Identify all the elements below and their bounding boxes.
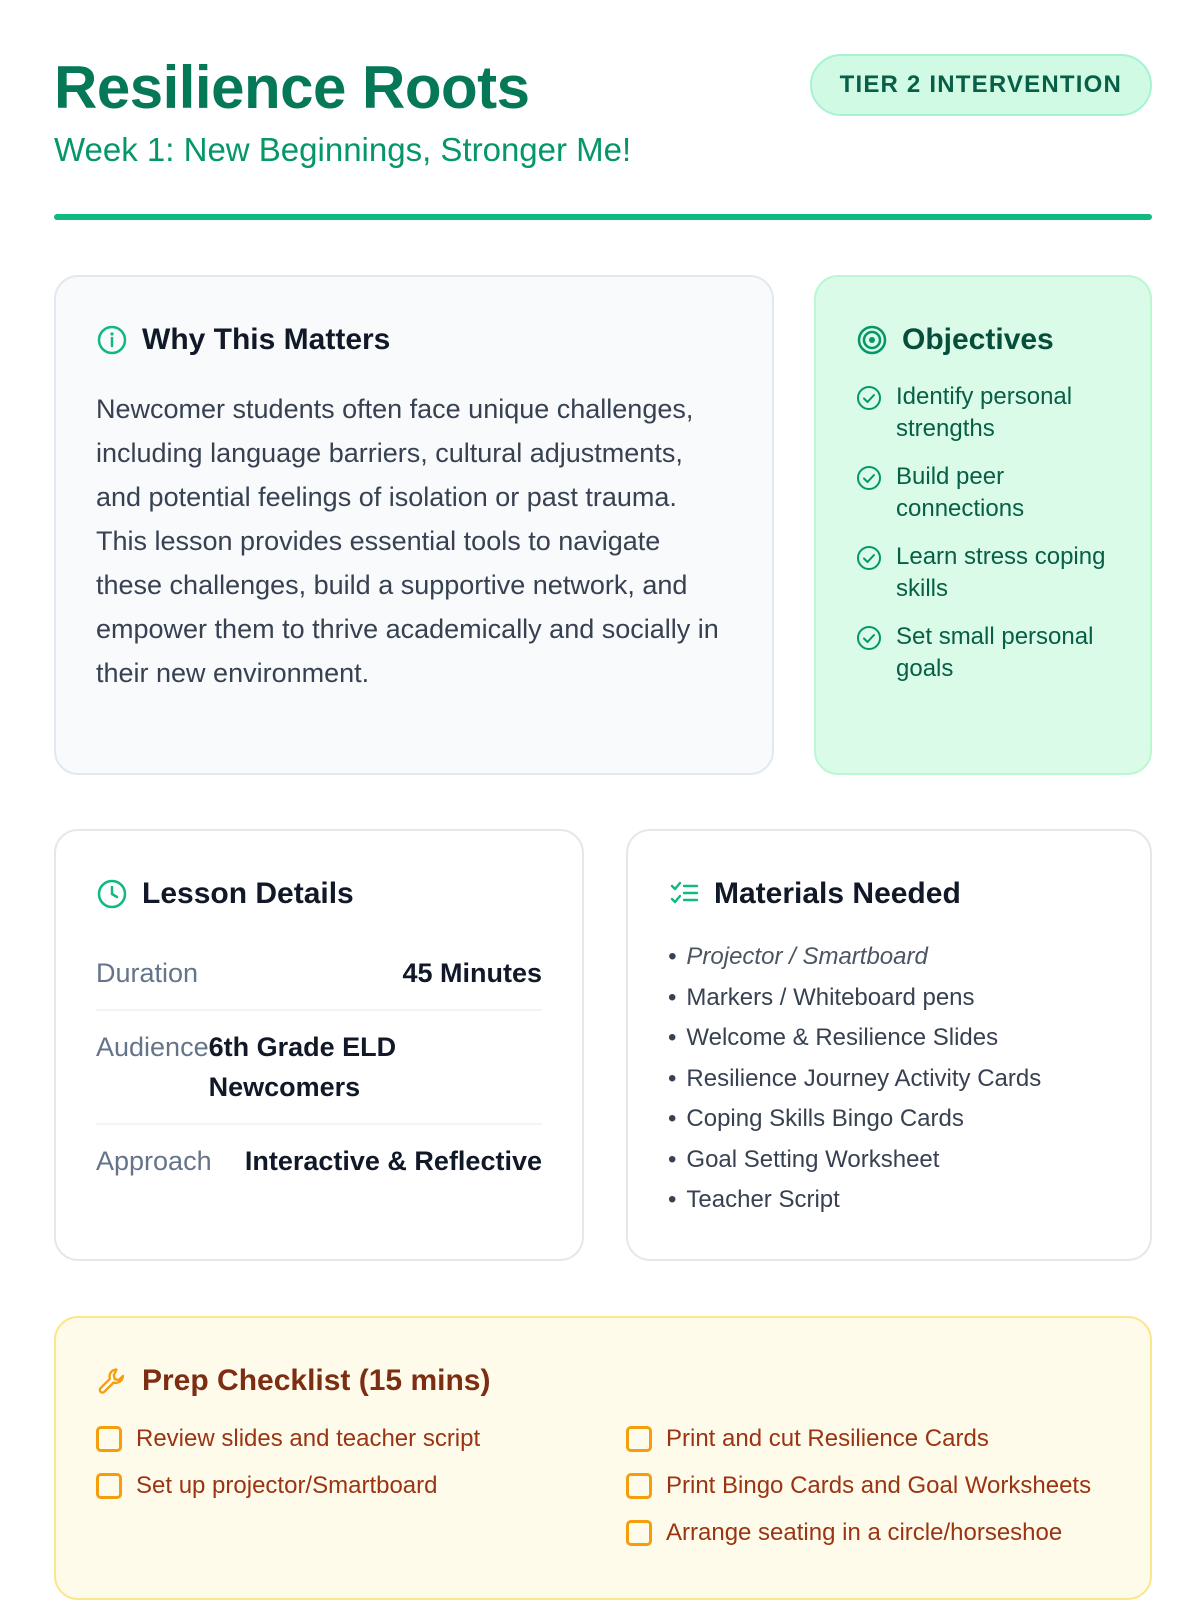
objective-text: Learn stress coping skills [896,543,1106,602]
tier-badge: TIER 2 INTERVENTION [810,54,1152,116]
prep-item-label: Arrange seating in a circle/horseshoe [666,1519,1063,1546]
why-this-matters-card [54,275,774,775]
material-text: Teacher Script [686,1186,840,1213]
material-item: • Goal Setting Worksheet [668,1140,1110,1181]
prep-column-left [96,1424,626,1565]
page-title: Resilience Roots [54,54,530,121]
material-item: • Markers / Whiteboard pens [668,978,1110,1019]
wrench-icon [96,1365,128,1397]
why-heading-row [96,323,732,357]
material-item: • Resilience Journey Activity Cards [668,1059,1110,1100]
objective-item [856,461,1110,525]
material-text: Welcome & Resilience Slides [686,1024,999,1051]
detail-value: 6th Grade ELD Newcomers [208,1032,397,1102]
prep-item-label: Print Bingo Cards and Goal Worksheets [666,1472,1092,1499]
objectives-heading-row [856,323,1110,357]
material-text: Resilience Journey Activity Cards [686,1064,1042,1092]
materials-card [626,829,1152,1261]
prep-item[interactable] [96,1424,626,1454]
checkbox[interactable] [626,1426,652,1452]
prep-item[interactable] [626,1424,1091,1454]
material-text: Markers / Whiteboard pens [686,983,975,1011]
detail-value: 45 Minutes [402,958,542,988]
detail-row-approach [96,1125,542,1197]
objective-item [856,541,1110,605]
prep-heading: Prep Checklist (15 mins) [142,1364,491,1397]
material-item: • Coping Skills Bingo Cards [668,1099,1110,1140]
prep-item[interactable] [96,1471,626,1501]
detail-label: Audience [96,1032,209,1062]
check-circle-icon [856,545,882,571]
detail-label: Duration [96,958,199,988]
detail-label: Approach [96,1146,212,1176]
detail-value: Interactive & Reflective [244,1146,542,1176]
prep-item-label: Review slides and teacher script [136,1425,481,1452]
checkbox[interactable] [626,1473,652,1499]
prep-item[interactable] [626,1518,1091,1548]
objective-text: Identify personal strengths [896,383,1073,442]
material-text: Projector / Smartboard [686,943,928,970]
page-header [54,52,1152,222]
details-heading: Lesson Details [142,877,354,910]
header-divider [54,214,1152,220]
prep-checklist-card [54,1316,1152,1600]
objective-text: Set small personal goals [896,623,1094,682]
check-circle-icon [856,625,882,651]
lesson-details-card [54,829,584,1261]
checkbox[interactable] [96,1426,122,1452]
check-circle-icon [856,385,882,411]
objectives-heading: Objectives [902,323,1054,356]
why-body-text: Newcomer students often face unique challenges, including language barriers, cultural adjustments, and potential feelings of isolation or past trauma. This lesson provides essential tools to navigate these challenges, build a supportive network, and empower them to thrive academically and socially in their new environment. [96,394,719,688]
prep-item-label: Print and cut Resilience Cards [666,1425,989,1452]
material-item: • Teacher Script [668,1180,1110,1221]
details-rows [96,937,542,1197]
check-circle-icon [856,465,882,491]
materials-heading-row [668,877,1110,911]
material-text: Coping Skills Bingo Cards [686,1105,964,1132]
clock-icon [96,878,128,910]
materials-heading: Materials Needed [714,877,961,910]
prep-heading-row [96,1364,1110,1398]
details-heading-row [96,877,542,911]
prep-columns [96,1424,1110,1565]
detail-row-duration [96,937,542,1011]
prep-column-right [626,1424,1091,1565]
why-heading: Why This Matters [142,323,391,356]
material-item: • Welcome & Resilience Slides [668,1018,1110,1059]
detail-row-audience [96,1011,542,1125]
objectives-list [856,381,1110,685]
checkbox[interactable] [96,1473,122,1499]
target-icon [856,324,888,356]
prep-item-label: Set up projector/Smartboard [136,1472,438,1499]
material-item: • Projector / Smartboard [668,937,1110,978]
checklist-icon [668,878,700,910]
objective-item [856,621,1110,685]
objectives-card [814,275,1152,775]
page-subtitle: Week 1: New Beginnings, Stronger Me! [54,131,632,168]
material-text: Goal Setting Worksheet [686,1145,940,1173]
checkbox[interactable] [626,1520,652,1546]
prep-item[interactable] [626,1471,1091,1501]
info-icon [96,324,128,356]
objective-item [856,381,1110,445]
objective-text: Build peer connections [896,463,1025,522]
materials-list [668,937,1110,1221]
